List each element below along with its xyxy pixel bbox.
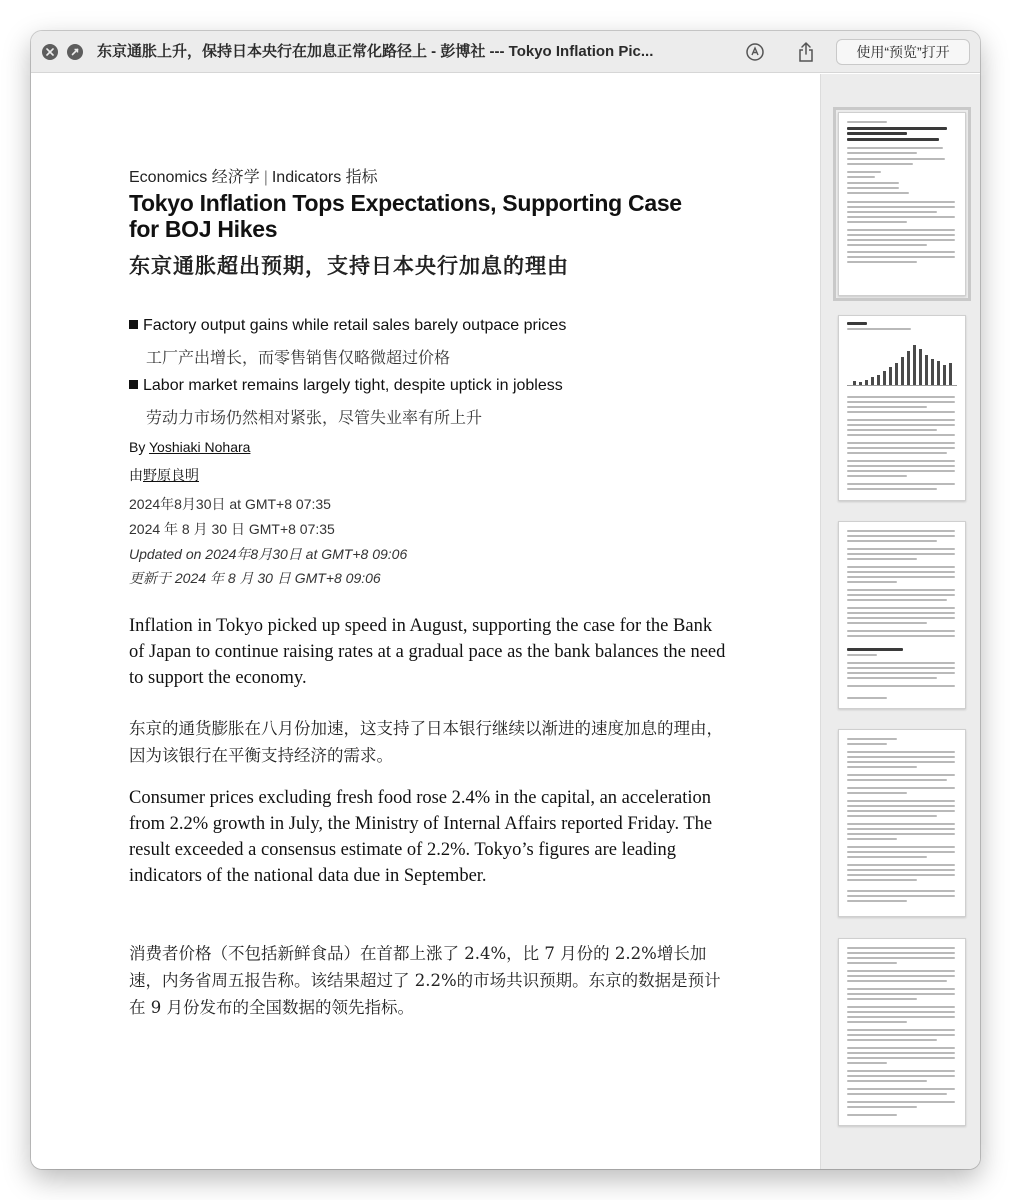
byline-cn-prefix: 由 [129,467,143,483]
page-thumbnail-sidebar [820,74,980,1169]
page-5-thumbnail[interactable] [838,938,966,1126]
byline [129,439,250,455]
byline-prefix: By [129,439,146,455]
markup-icon[interactable] [744,41,766,63]
bullet-square-icon [129,380,138,389]
headline-cn: 东京通胀超出预期，支持日本央行加息的理由 [129,255,569,278]
published-date: 2024年8月30日 at GMT+8 07:35 [129,496,331,512]
summary-bullet [129,377,729,395]
close-icon[interactable] [42,44,58,60]
open-in-preview-button[interactable]: 使用“预览”打开 [836,39,970,65]
fullscreen-icon[interactable] [67,44,83,60]
updated-date-cn: 更新于 2024 年 8 月 30 日 GMT+8 09:06 [129,570,381,586]
bullet-square-icon [129,320,138,329]
page-1-thumbnail[interactable] [838,112,966,296]
summary-bullet [129,317,729,335]
document-view[interactable] [31,74,820,1169]
summary-bullet-cn: 工厂产出增长，而零售销售仅略微超过价格 [146,350,451,367]
body-paragraph: Consumer prices excluding fresh food rose 2.4% in the capital, an acceleration from 2.2% growth in July, the Ministry of Internal Affairs reported Friday. The result exceeded a consensus estimate of 2.2%. Tokyo’s figures are leading indicators of the national data due in September. [129,788,713,886]
kicker-separator: | [263,169,268,186]
updated-date: Updated on 2024年8月30日 at GMT+8 09:06 [129,546,408,562]
window-title: 东京通胀上升，保持日本央行在加息正常化路径上 - 彭博社 --- Tokyo Inflation Pic... [97,43,654,60]
quicklook-window [31,31,980,1169]
bullet-text: Factory output gains while retail sales barely outpace prices [143,317,567,334]
page-3-thumbnail[interactable] [838,521,966,709]
byline-cn [129,465,199,485]
headline: Tokyo Inflation Tops Expectations, Supporting Case for BOJ Hikes [129,190,682,242]
title-bar [31,31,980,73]
page-2-thumbnail[interactable] [838,315,966,501]
kicker-topic[interactable]: Indicators 指标 [271,169,378,186]
body-paragraph-cn: 消费者价格（不包括新鲜食品）在首都上涨了 2.4%，比 7 月份的 2.2%增长加速，内务省周五报告称。该结果超过了 2.2%的市场共识预期。东京的数据是预计在 9 月份发布的全国数据的领先指标。 [129,944,721,1017]
summary-bullet-cn: 劳动力市场仍然相对紧张，尽管失业率有所上升 [146,410,483,427]
author-link[interactable]: Yoshiaki Nohara [148,439,251,455]
kicker-section[interactable]: Economics 经济学 [129,169,260,186]
author-cn-link[interactable]: 野原良明 [143,467,199,483]
published-date-cn: 2024 年 8 月 30 日 GMT+8 07:35 [129,521,335,537]
page-4-thumbnail[interactable] [838,729,966,917]
body-paragraph: Inflation in Tokyo picked up speed in August, supporting the case for the Bank of Japan to continue raising rates at a gradual pace as the bank balances the need to support the economy. [129,616,726,688]
bullet-text: Labor market remains largely tight, despite uptick in jobless [143,377,563,394]
article-kicker [129,164,378,187]
body-paragraph-cn: 东京的通货膨胀在八月份加速，这支持了日本银行继续以渐进的速度加息的理由，因为该银行在平衡支持经济的需求。 [129,719,723,765]
share-icon[interactable] [795,41,817,63]
